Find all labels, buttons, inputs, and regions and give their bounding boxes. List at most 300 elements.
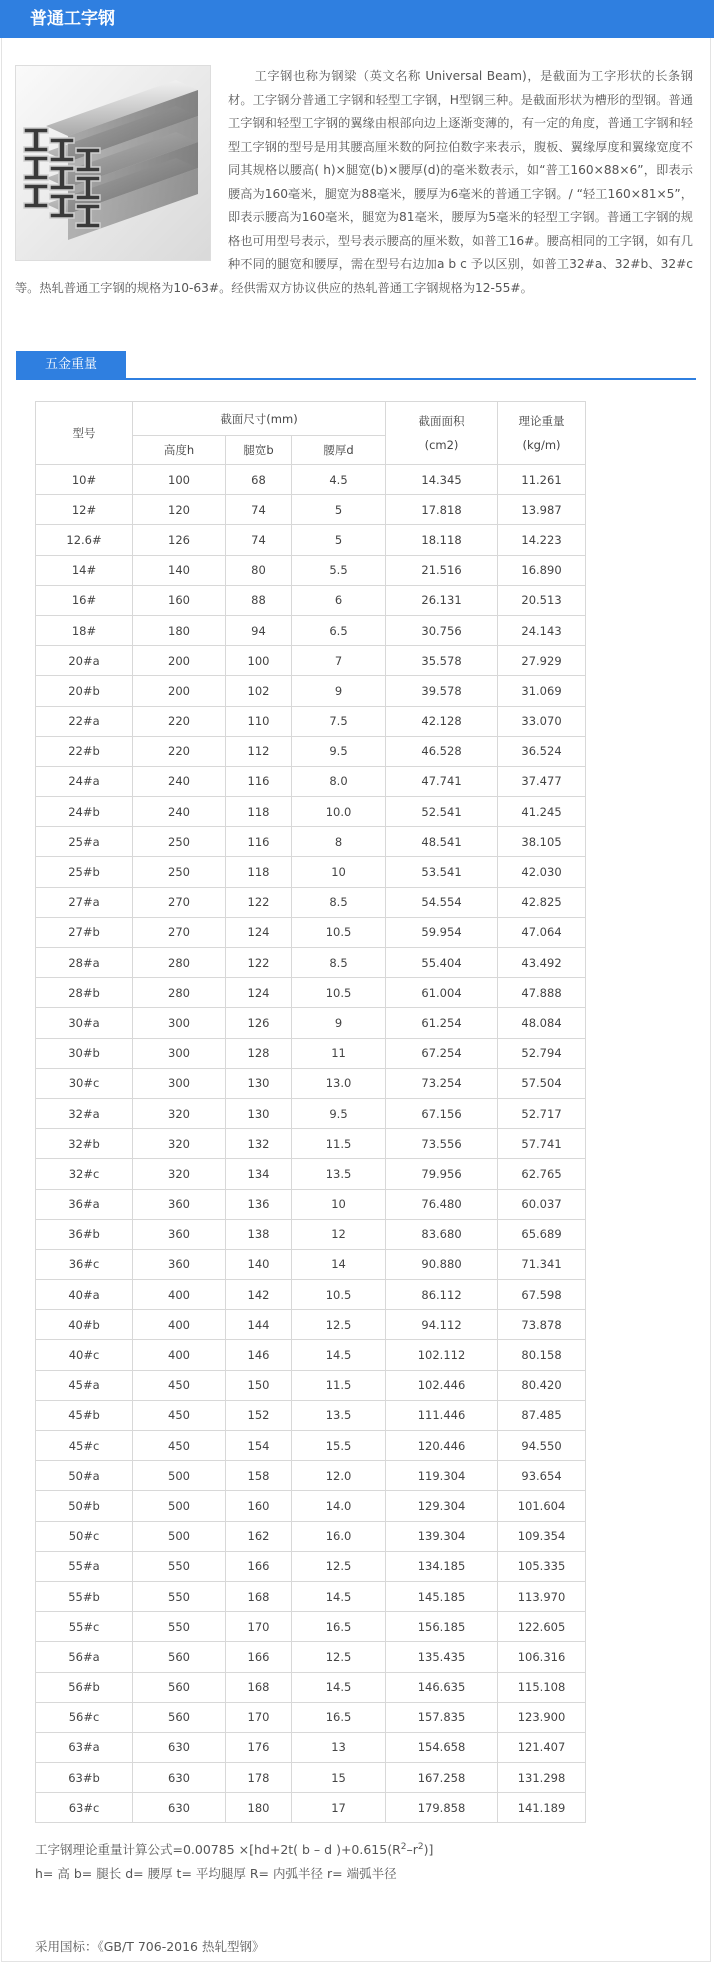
cell-waist-thickness: 9.5 [292, 1098, 386, 1128]
cell-height: 630 [133, 1793, 226, 1823]
cell-leg-width: 158 [226, 1461, 292, 1491]
cell-leg-width: 130 [226, 1098, 292, 1128]
cell-model: 32#a [36, 1098, 133, 1128]
cell-waist-thickness: 13.5 [292, 1159, 386, 1189]
cell-theoretical-weight: 109.354 [498, 1521, 586, 1551]
cell-theoretical-weight: 42.030 [498, 857, 586, 887]
table-row [36, 887, 586, 917]
cell-leg-width: 146 [226, 1340, 292, 1370]
cell-waist-thickness: 4.5 [292, 465, 386, 495]
cell-section-area: 79.956 [386, 1159, 498, 1189]
cell-section-area: 76.480 [386, 1189, 498, 1219]
table-row [36, 615, 586, 645]
header-area-unit: (cm2) [424, 438, 459, 452]
cell-waist-thickness: 10.5 [292, 978, 386, 1008]
cell-theoretical-weight: 41.245 [498, 797, 586, 827]
cell-section-area: 129.304 [386, 1491, 498, 1521]
cell-leg-width: 88 [226, 585, 292, 615]
cell-model: 28#a [36, 948, 133, 978]
table-row [36, 948, 586, 978]
formula-mid: –r [406, 1842, 418, 1857]
cell-theoretical-weight: 122.605 [498, 1612, 586, 1642]
cell-leg-width: 144 [226, 1310, 292, 1340]
cell-height: 550 [133, 1612, 226, 1642]
intro-paragraph [15, 65, 693, 300]
table-header [36, 402, 586, 465]
cell-model: 36#b [36, 1219, 133, 1249]
cell-model: 63#a [36, 1732, 133, 1762]
cell-model: 40#b [36, 1310, 133, 1340]
cell-section-area: 67.254 [386, 1038, 498, 1068]
cell-theoretical-weight: 13.987 [498, 495, 586, 525]
cell-waist-thickness: 12.5 [292, 1642, 386, 1672]
cell-model: 20#a [36, 646, 133, 676]
cell-model: 24#a [36, 766, 133, 796]
cell-theoretical-weight: 131.298 [498, 1763, 586, 1793]
cell-theoretical-weight: 57.504 [498, 1068, 586, 1098]
cell-model: 55#a [36, 1551, 133, 1581]
table-row [36, 1672, 586, 1702]
table-row [36, 646, 586, 676]
cell-leg-width: 118 [226, 857, 292, 887]
cell-waist-thickness: 13.5 [292, 1400, 386, 1430]
cell-waist-thickness: 9.5 [292, 736, 386, 766]
cell-waist-thickness: 7.5 [292, 706, 386, 736]
table-row [36, 797, 586, 827]
cell-section-area: 46.528 [386, 736, 498, 766]
cell-section-area: 94.112 [386, 1310, 498, 1340]
cell-section-area: 156.185 [386, 1612, 498, 1642]
page-title: 普通工字钢 [30, 9, 115, 29]
table-row [36, 1400, 586, 1430]
cell-height: 500 [133, 1461, 226, 1491]
table-row [36, 736, 586, 766]
cell-leg-width: 170 [226, 1612, 292, 1642]
table-row [36, 766, 586, 796]
cell-height: 400 [133, 1310, 226, 1340]
table-row [36, 525, 586, 555]
cell-theoretical-weight: 16.890 [498, 555, 586, 585]
cell-section-area: 67.156 [386, 1098, 498, 1128]
cell-waist-thickness: 6.5 [292, 615, 386, 645]
cell-height: 160 [133, 585, 226, 615]
cell-model: 50#b [36, 1491, 133, 1521]
cell-waist-thickness: 8 [292, 827, 386, 857]
cell-theoretical-weight: 14.223 [498, 525, 586, 555]
table-row [36, 1370, 586, 1400]
cell-theoretical-weight: 36.524 [498, 736, 586, 766]
cell-section-area: 73.556 [386, 1129, 498, 1159]
cell-waist-thickness: 10.0 [292, 797, 386, 827]
cell-leg-width: 176 [226, 1732, 292, 1762]
cell-leg-width: 110 [226, 706, 292, 736]
cell-height: 320 [133, 1098, 226, 1128]
cell-height: 450 [133, 1370, 226, 1400]
cell-leg-width: 168 [226, 1672, 292, 1702]
table-row [36, 1793, 586, 1823]
cell-section-area: 54.554 [386, 887, 498, 917]
table-row [36, 1763, 586, 1793]
cell-leg-width: 132 [226, 1129, 292, 1159]
cell-waist-thickness: 9 [292, 676, 386, 706]
table-row [36, 555, 586, 585]
cell-waist-thickness: 14.5 [292, 1340, 386, 1370]
cell-height: 300 [133, 1008, 226, 1038]
cell-height: 240 [133, 766, 226, 796]
table-row [36, 978, 586, 1008]
cell-model: 45#c [36, 1431, 133, 1461]
cell-model: 12.6# [36, 525, 133, 555]
cell-section-area: 111.446 [386, 1400, 498, 1430]
cell-model: 16# [36, 585, 133, 615]
cell-height: 270 [133, 917, 226, 947]
cell-leg-width: 180 [226, 1793, 292, 1823]
cell-section-area: 120.446 [386, 1431, 498, 1461]
cell-waist-thickness: 9 [292, 1008, 386, 1038]
cell-model: 30#a [36, 1008, 133, 1038]
cell-theoretical-weight: 33.070 [498, 706, 586, 736]
table-row [36, 676, 586, 706]
header-section-area [386, 402, 498, 465]
cell-waist-thickness: 15 [292, 1763, 386, 1793]
cell-model: 25#a [36, 827, 133, 857]
cell-leg-width: 170 [226, 1702, 292, 1732]
cell-height: 630 [133, 1732, 226, 1762]
table-row [36, 917, 586, 947]
cell-theoretical-weight: 101.604 [498, 1491, 586, 1521]
cell-leg-width: 126 [226, 1008, 292, 1038]
cell-height: 400 [133, 1280, 226, 1310]
table-row [36, 1642, 586, 1672]
cell-model: 27#a [36, 887, 133, 917]
cell-model: 30#c [36, 1068, 133, 1098]
cell-leg-width: 154 [226, 1431, 292, 1461]
cell-theoretical-weight: 24.143 [498, 615, 586, 645]
cell-model: 20#b [36, 676, 133, 706]
table-row [36, 1612, 586, 1642]
cell-section-area: 59.954 [386, 917, 498, 947]
cell-height: 630 [133, 1763, 226, 1793]
cell-theoretical-weight: 80.420 [498, 1370, 586, 1400]
cell-leg-width: 166 [226, 1642, 292, 1672]
cell-section-area: 52.541 [386, 797, 498, 827]
cell-height: 320 [133, 1129, 226, 1159]
cell-theoretical-weight: 57.741 [498, 1129, 586, 1159]
cell-theoretical-weight: 67.598 [498, 1280, 586, 1310]
table-row [36, 585, 586, 615]
table-row [36, 1129, 586, 1159]
cell-leg-width: 128 [226, 1038, 292, 1068]
table-row [36, 1461, 586, 1491]
cell-leg-width: 136 [226, 1189, 292, 1219]
cell-section-area: 102.112 [386, 1340, 498, 1370]
table-row [36, 1159, 586, 1189]
cell-leg-width: 130 [226, 1068, 292, 1098]
table-body [36, 465, 586, 1823]
cell-model: 22#a [36, 706, 133, 736]
cell-leg-width: 152 [226, 1400, 292, 1430]
table-row [36, 1702, 586, 1732]
cell-height: 300 [133, 1068, 226, 1098]
header-leg-width: 腿宽b [226, 436, 292, 465]
table-row [36, 1068, 586, 1098]
cell-waist-thickness: 8.5 [292, 887, 386, 917]
cell-leg-width: 74 [226, 525, 292, 555]
cell-section-area: 135.435 [386, 1642, 498, 1672]
cell-section-area: 119.304 [386, 1461, 498, 1491]
header-model: 型号 [36, 402, 133, 465]
cell-height: 140 [133, 555, 226, 585]
table-row [36, 1551, 586, 1581]
table-row [36, 1249, 586, 1279]
cell-model: 63#c [36, 1793, 133, 1823]
cell-model: 50#c [36, 1521, 133, 1551]
cell-section-area: 61.254 [386, 1008, 498, 1038]
cell-model: 24#b [36, 797, 133, 827]
cell-leg-width: 134 [226, 1159, 292, 1189]
formula-legend: h= 高 b= 腿长 d= 腰厚 t= 平均腿厚 R= 内弧半径 r= 端弧半径 [35, 1866, 397, 1881]
cell-waist-thickness: 10 [292, 1189, 386, 1219]
cell-waist-thickness: 5 [292, 495, 386, 525]
cell-model: 55#b [36, 1581, 133, 1611]
cell-section-area: 145.185 [386, 1581, 498, 1611]
cell-height: 250 [133, 857, 226, 887]
cell-section-area: 53.541 [386, 857, 498, 887]
cell-section-area: 47.741 [386, 766, 498, 796]
cell-theoretical-weight: 48.084 [498, 1008, 586, 1038]
cell-waist-thickness: 5.5 [292, 555, 386, 585]
cell-theoretical-weight: 105.335 [498, 1551, 586, 1581]
cell-height: 500 [133, 1491, 226, 1521]
cell-section-area: 30.756 [386, 615, 498, 645]
cell-theoretical-weight: 52.717 [498, 1098, 586, 1128]
cell-theoretical-weight: 73.878 [498, 1310, 586, 1340]
cell-height: 560 [133, 1672, 226, 1702]
cell-leg-width: 74 [226, 495, 292, 525]
formula-exp-1: 2 [400, 1841, 407, 1852]
cell-waist-thickness: 14 [292, 1249, 386, 1279]
cell-height: 360 [133, 1249, 226, 1279]
cell-section-area: 102.446 [386, 1370, 498, 1400]
table-row [36, 1431, 586, 1461]
tab-hardware-weight[interactable] [16, 351, 126, 379]
cell-height: 180 [133, 615, 226, 645]
cell-leg-width: 178 [226, 1763, 292, 1793]
cell-model: 40#a [36, 1280, 133, 1310]
table-row [36, 1521, 586, 1551]
cell-leg-width: 100 [226, 646, 292, 676]
cell-waist-thickness: 16.5 [292, 1612, 386, 1642]
cell-height: 220 [133, 706, 226, 736]
cell-waist-thickness: 12.5 [292, 1551, 386, 1581]
cell-waist-thickness: 12.5 [292, 1310, 386, 1340]
cell-waist-thickness: 16.0 [292, 1521, 386, 1551]
cell-waist-thickness: 14.5 [292, 1581, 386, 1611]
cell-height: 126 [133, 525, 226, 555]
cell-model: 12# [36, 495, 133, 525]
cell-section-area: 157.835 [386, 1702, 498, 1732]
cell-section-area: 179.858 [386, 1793, 498, 1823]
cell-model: 56#a [36, 1642, 133, 1672]
cell-waist-thickness: 8.0 [292, 766, 386, 796]
cell-height: 100 [133, 465, 226, 495]
cell-waist-thickness: 12 [292, 1219, 386, 1249]
cell-section-area: 42.128 [386, 706, 498, 736]
formula-exp-2: 2 [417, 1841, 424, 1852]
cell-theoretical-weight: 43.492 [498, 948, 586, 978]
cell-height: 450 [133, 1431, 226, 1461]
cell-section-area: 17.818 [386, 495, 498, 525]
cell-leg-width: 102 [226, 676, 292, 706]
cell-model: 55#c [36, 1612, 133, 1642]
header-theoretical-weight [498, 402, 586, 465]
cell-model: 27#b [36, 917, 133, 947]
table-row [36, 1491, 586, 1521]
table-row [36, 495, 586, 525]
cell-model: 28#b [36, 978, 133, 1008]
cell-section-area: 86.112 [386, 1280, 498, 1310]
cell-waist-thickness: 16.5 [292, 1702, 386, 1732]
cell-height: 320 [133, 1159, 226, 1189]
cell-theoretical-weight: 106.316 [498, 1642, 586, 1672]
cell-theoretical-weight: 94.550 [498, 1431, 586, 1461]
cell-leg-width: 166 [226, 1551, 292, 1581]
table-row [36, 1280, 586, 1310]
formula-line [35, 1838, 675, 1862]
table-row [36, 465, 586, 495]
cell-theoretical-weight: 47.064 [498, 917, 586, 947]
cell-height: 280 [133, 948, 226, 978]
cell-model: 45#a [36, 1370, 133, 1400]
cell-leg-width: 162 [226, 1521, 292, 1551]
cell-section-area: 18.118 [386, 525, 498, 555]
cell-waist-thickness: 5 [292, 525, 386, 555]
cell-height: 250 [133, 827, 226, 857]
cell-leg-width: 68 [226, 465, 292, 495]
section-divider [16, 378, 696, 380]
cell-leg-width: 122 [226, 948, 292, 978]
cell-theoretical-weight: 62.765 [498, 1159, 586, 1189]
cell-section-area: 146.635 [386, 1672, 498, 1702]
cell-waist-thickness: 10.5 [292, 917, 386, 947]
cell-theoretical-weight: 93.654 [498, 1461, 586, 1491]
cell-waist-thickness: 12.0 [292, 1461, 386, 1491]
cell-theoretical-weight: 113.970 [498, 1581, 586, 1611]
cell-theoretical-weight: 42.825 [498, 887, 586, 917]
cell-leg-width: 124 [226, 917, 292, 947]
cell-height: 280 [133, 978, 226, 1008]
cell-model: 14# [36, 555, 133, 585]
cell-height: 500 [133, 1521, 226, 1551]
cell-section-area: 73.254 [386, 1068, 498, 1098]
image-spacer [15, 65, 228, 265]
cell-section-area: 48.541 [386, 827, 498, 857]
weight-formula [35, 1838, 675, 1886]
cell-section-area: 61.004 [386, 978, 498, 1008]
cell-section-area: 167.258 [386, 1763, 498, 1793]
cell-section-area: 21.516 [386, 555, 498, 585]
cell-model: 50#a [36, 1461, 133, 1491]
cell-section-area: 39.578 [386, 676, 498, 706]
table-row [36, 1581, 586, 1611]
cell-waist-thickness: 17 [292, 1793, 386, 1823]
header-section-size: 截面尺寸(mm) [133, 402, 386, 436]
header-weight-unit: (kg/m) [522, 438, 561, 452]
cell-waist-thickness: 6 [292, 585, 386, 615]
cell-leg-width: 150 [226, 1370, 292, 1400]
cell-waist-thickness: 13 [292, 1732, 386, 1762]
cell-waist-thickness: 15.5 [292, 1431, 386, 1461]
cell-theoretical-weight: 60.037 [498, 1189, 586, 1219]
cell-leg-width: 160 [226, 1491, 292, 1521]
cell-model: 56#c [36, 1702, 133, 1732]
cell-height: 400 [133, 1340, 226, 1370]
cell-theoretical-weight: 31.069 [498, 676, 586, 706]
formula-suffix: )] [423, 1842, 434, 1857]
cell-waist-thickness: 13.0 [292, 1068, 386, 1098]
tab-hardware-weight-label: 五金重量 [44, 357, 97, 372]
cell-model: 32#c [36, 1159, 133, 1189]
cell-leg-width: 118 [226, 797, 292, 827]
table-row [36, 706, 586, 736]
cell-model: 25#b [36, 857, 133, 887]
cell-theoretical-weight: 80.158 [498, 1340, 586, 1370]
cell-height: 450 [133, 1400, 226, 1430]
cell-theoretical-weight: 38.105 [498, 827, 586, 857]
cell-height: 560 [133, 1642, 226, 1672]
cell-leg-width: 116 [226, 766, 292, 796]
table-row [36, 827, 586, 857]
cell-waist-thickness: 10.5 [292, 1280, 386, 1310]
cell-model: 63#b [36, 1763, 133, 1793]
table-row [36, 1038, 586, 1068]
cell-leg-width: 138 [226, 1219, 292, 1249]
cell-model: 40#c [36, 1340, 133, 1370]
cell-height: 550 [133, 1581, 226, 1611]
table-row [36, 1732, 586, 1762]
cell-height: 360 [133, 1189, 226, 1219]
cell-leg-width: 116 [226, 827, 292, 857]
cell-theoretical-weight: 141.189 [498, 1793, 586, 1823]
cell-theoretical-weight: 20.513 [498, 585, 586, 615]
cell-section-area: 154.658 [386, 1732, 498, 1762]
cell-section-area: 90.880 [386, 1249, 498, 1279]
cell-section-area: 35.578 [386, 646, 498, 676]
cell-model: 30#b [36, 1038, 133, 1068]
cell-leg-width: 122 [226, 887, 292, 917]
cell-model: 45#b [36, 1400, 133, 1430]
cell-theoretical-weight: 37.477 [498, 766, 586, 796]
cell-leg-width: 140 [226, 1249, 292, 1279]
intro-text: 工字钢也称为钢梁（英文名称 Universal Beam)，是截面为工字形状的长条钢材。工字钢分普通工字钢和轻型工字钢，H型钢三种。是截面形状为槽形的型钢。普通工字钢和轻型工字钢的翼缘由根部向边上逐渐变薄的，有一定的角度，普通工字钢和轻型工字钢的型号是用其腰高厘米数的阿拉伯数字来表示，腹板、翼缘厚度和翼缘宽度不同其规格以腰高( h)×腿宽(b)×腰厚(d)的毫米数表示，如“普工160×88×6”，即表示腰高为160毫米，腿宽为88毫米，腰厚为6毫米的普通工字钢。/ “轻工160×81×5”，即表示腰高为160毫米，腿宽为81毫米，腰厚为5毫米的轻型工字钢。普通工字钢的规格也可用型号表示，型号表示腰高的厘米数，如普工16#。腰高相同的工字钢，如有几种不同的腿宽和腰厚，需在型号右边加a b c 予以区别，如普工32#a、32#b、32#c等。热轧普通工字钢的规格为10-63#。经供需双方协议供应的热轧普通工字钢规格为12-55#。 [15, 69, 693, 295]
cell-height: 240 [133, 797, 226, 827]
table-row [36, 857, 586, 887]
cell-theoretical-weight: 123.900 [498, 1702, 586, 1732]
cell-model: 36#c [36, 1249, 133, 1279]
ibeam-spec-table [35, 401, 586, 1823]
cell-section-area: 14.345 [386, 465, 498, 495]
cell-theoretical-weight: 87.485 [498, 1400, 586, 1430]
cell-waist-thickness: 7 [292, 646, 386, 676]
cell-height: 200 [133, 646, 226, 676]
cell-waist-thickness: 14.5 [292, 1672, 386, 1702]
table-row [36, 1310, 586, 1340]
cell-section-area: 134.185 [386, 1551, 498, 1581]
cell-waist-thickness: 14.0 [292, 1491, 386, 1521]
cell-leg-width: 168 [226, 1581, 292, 1611]
cell-theoretical-weight: 121.407 [498, 1732, 586, 1762]
cell-waist-thickness: 11.5 [292, 1129, 386, 1159]
